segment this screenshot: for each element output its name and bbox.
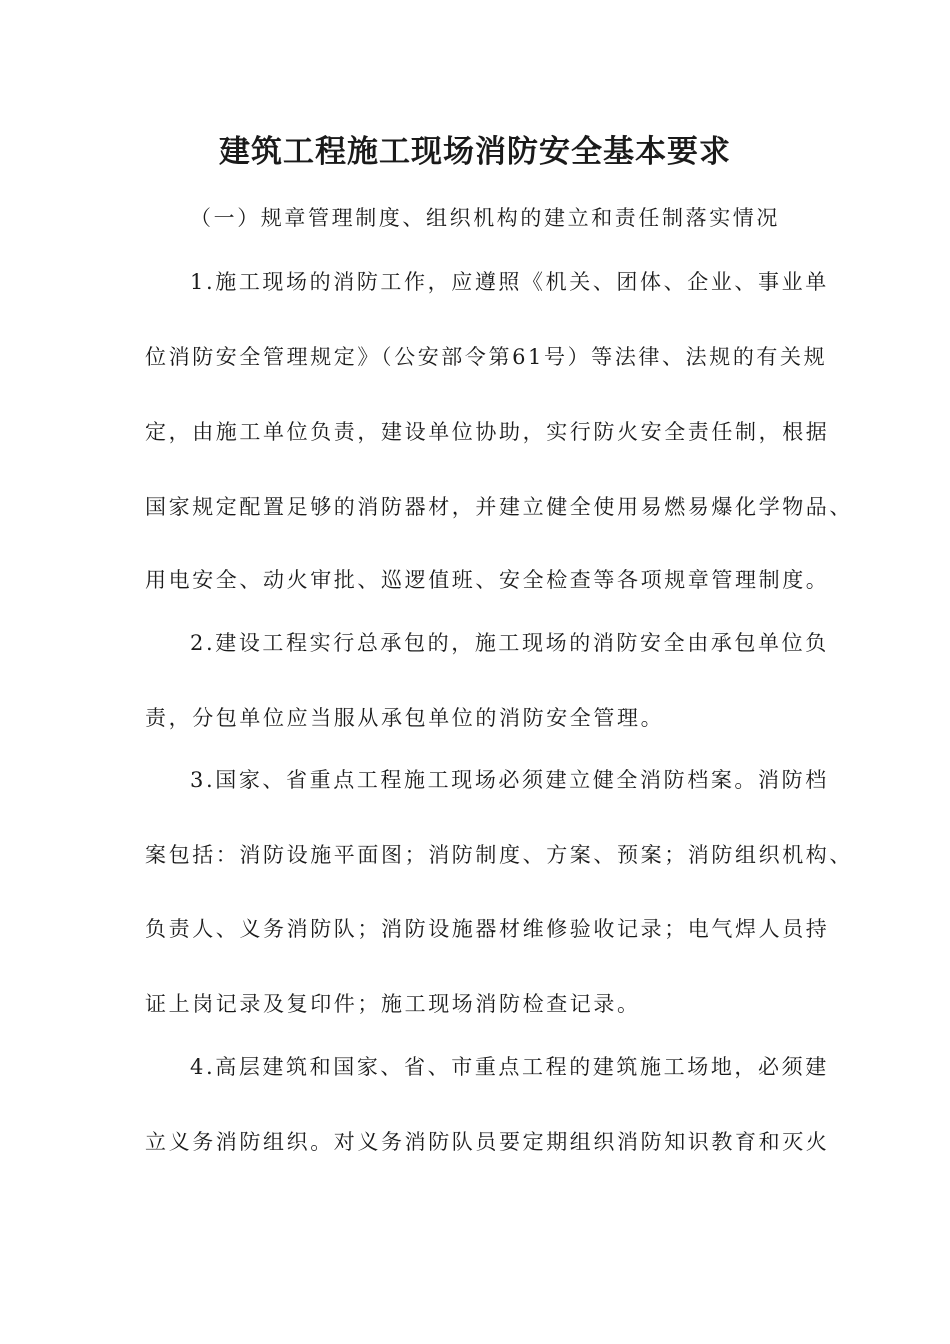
paragraph-line: 4.高层建筑和国家、省、市重点工程的建筑施工场地，必须建 (190, 1055, 829, 1079)
paragraph-line: 国家规定配置足够的消防器材，并建立健全使用易燃易爆化学物品、 (145, 495, 853, 519)
paragraph-line: 立义务消防组织。对义务消防队员要定期组织消防知识教育和灭火 (145, 1130, 830, 1154)
paragraph-line: 责，分包单位应当服从承包单位的消防安全管理。 (145, 706, 665, 730)
paragraph-line: 负责人、义务消防队；消防设施器材维修验收记录；电气焊人员持 (145, 917, 830, 941)
paragraph-line: 证上岗记录及复印件；施工现场消防检查记录。 (145, 992, 641, 1016)
paragraph-line: 用电安全、动火审批、巡逻值班、安全检查等各项规章管理制度。 (145, 568, 830, 592)
paragraph-line: 位消防安全管理规定》（公安部令第61号）等法律、法规的有关规 (145, 345, 828, 369)
paragraph-line: 2.建设工程实行总承包的，施工现场的消防安全由承包单位负 (190, 631, 829, 655)
section-heading: （一）规章管理制度、组织机构的建立和责任制落实情况 (190, 206, 780, 230)
paragraph-line: 3.国家、省重点工程施工现场必须建立健全消防档案。消防档 (190, 768, 829, 792)
paragraph-line: 定，由施工单位负责，建设单位协助，实行防火安全责任制，根据 (145, 420, 830, 444)
paragraph-line: 1.施工现场的消防工作，应遵照《机关、团体、企业、事业单 (190, 270, 829, 294)
document-title: 建筑工程施工现场消防安全基本要求 (219, 134, 731, 170)
paragraph-line: 案包括：消防设施平面图；消防制度、方案、预案；消防组织机构、 (145, 843, 853, 867)
